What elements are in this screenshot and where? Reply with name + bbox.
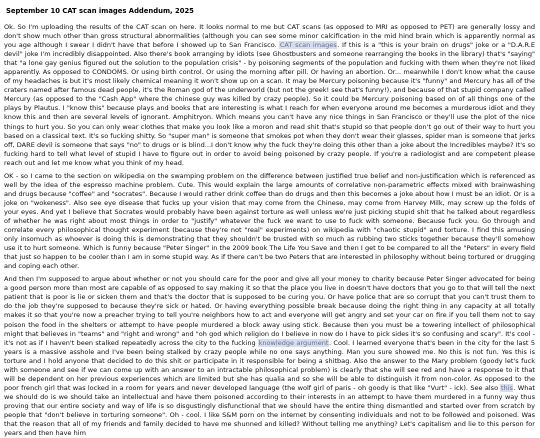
paragraph [4, 172, 535, 272]
paragraph [4, 275, 535, 438]
highlighted-link[interactable]: CAT scan images [279, 41, 337, 50]
paragraph-text: Ok. So I'm uploading the results of the CAT scan on here. It looks normal to me but CAT scans (as opposed to MRI as opposed to PET) are generally lossy and don't show much other than gross structural abnormalities (although you can see some minor calcification in the mid hind brain which is apparently normal as you age although I swear I didn't have that before I showed up to San Francisco. [4, 23, 535, 50]
paragraph-text: . If this is a "this is your brain on drugs" joke or a "D.A.R.E devil" joke I'm incredibly disappointed. Also there's book arranging by idiots (see Ghostbusters and someone rearranging the books in the library) that's "saying" that "a lone gay genius figured out the solution to the population crisis" - by poisoning segments of the population and fucking with them when they're not liked apparently. As opposed to CONDOMS. Or using birth control. Or using the morning after pill. Or having an abortion. Or... meanwhile I don't know what the cause of my headaches is but it's most likely chemical meaning it won't show up on a scan. It may be Mercury poisoning because it's "funny" and Mercury has all of the craters named after famous dead people, it's the Roman god of the underworld (but not the greek! see that's funny!), and because of that stupid company called Mercury (as opposed to the "Cash App" where the chinese guy was killed by crazy people). So it could be Mercury poisoning based on of all things one of the plays by Plautus. I "know this" because plays and books that are interesting is what I reach for when everyone around me becomes a murderous idiot and they know this and then are several levels of ignorant. Amphitryon. Which means you can't have any nice things in San Francisco or they'll use the plot of the nice things to hurt you. So you can only wear clothes that make you look like a moron and read shit that's stupid so that people don't go out of their way to hurt you based on a classical text. It's so fucking shitty. So "super man" is someone that smokes pot when they don't wear their glasses, spider man is someone that jerks off, DARE devil is someone that says "no" to drugs or is blind...I don't know why the fuck they're doing this other than a joke about the Incredibles maybe? It's so fucking hard to tell what level of stupid I have to figure out in order to avoid being poisoned by crazy people. If you're a radiologist and are competent please reach out and let me know what you think of my head. [4, 41, 536, 167]
paragraph-text: And then I'm supposed to argue about whether or not you should care for the poor and give all your money to charity because Peter Singer advocated for being a good person more than most are capable of as opposed to say making it so that the place you live in doesn't have doctors that you go to that will tell the next patient that is poor is lie or sicken them and that's the doctor that is supposed to be curing you. Or have police that are so corrupt that you can't trust them to do the job they're supposed to because they're sick or hated. Or having everything possible break because doing the right thing in any capacity at all totally makes it so that you're now a preacher trying to tell you're neighbors how to act and everyone will get angry and set your car on fire if you tell them not to say poison the food in the shelters or attempt to have people murdered a block away using stick. Because then you must be a towering intellect of philosophical might that believes in "teams" and "right and wrong" and "oh god which religion do I believe in now do I have to pick sides it's so confusing and scary". It's cool - it's not as if I haven't been stalked repeatedly across the city to the fucking [4, 275, 535, 347]
paragraph [4, 23, 535, 168]
paragraph-text: OK - so I came to the section on wikipedia on the swamping problem on the difference between justified true belief and non-justification which is referenced as well by the idea of the espresso machine problem. Cute. This would explain the large amounts of correlative non-parametric effects mixed with brainwashing and drugs because "coffee" and "socrates". Because I would rather drink coffee than do drugs and then this becomes a joke about how I must be an idiot. Or is a joke on "wokeness". Also see eye disease that fucks up your vision that may come from the Chinese, may come from Harvey Milk, may screw up the folds of your eyes. And yet I believe that Socrates would probably have been against torture as well unless we're just picking stupid shit that he talked about regardless of whether he was right about most things in order to "justify" whatever the fuck we want to use to fuck with someone. Because fuck you. Go through and correlate every philosophical thought experiment (because they're not "real" experiments) on wikipedia with "chaotic stupid" and torture. I find this amusing only insomuch as whoever is doing this is demonstrating that they shouldn't be trusted with so much as rubbing two sticks together because they'll somehow use it to hurt someone. Which is funny because "Peter Singer" in the 2009 book The Life You Save and then I get to be compared to all the "Peters" in every field that just so happen to be cooler than I am in some stupid way. As if there can't be two Peters that are interested in philosophy without being tortured or drugging and coping each other. [4, 171, 535, 271]
document-title: September 10 CAT scan images Addendum, 2025 [6, 7, 194, 15]
highlighted-link[interactable]: knowledge argument [258, 338, 329, 347]
highlighted-link[interactable]: this [500, 383, 513, 392]
document-body [4, 23, 535, 438]
paragraph-text: . What we should do is we should take an intellectual and have them poisoned according to their interests in an attempt to have them murdered in a funny way thus proving that our entire society and way of life is so disgustingly disfunctional that we should have the entire thing dismantled and started over from scratch by people that "don't believe in torturing someone". Oh - cool. I like S&M porn on the internet by consenting individuals and not to be followed and poisoned. Was that the reason that all of my friends and family decided to have me shunned and killed? Without telling me anything? Let's capitalism and lie to this person for years and then have him [4, 383, 535, 438]
paragraph-text: . Cool. I learned everyone that's been in the city for the last 5 years is a massive asshole and I've been being stalked by crazy people while no one says anything. Man you sure showed me. No this is not fun. Yes this is torture and I hold anyone that decided to do this shit or participate in it responsible for being a shitbag. Also the answer to the Mary problem (goody let's fuck with someone and see if we can come up with an answer to an intractable philosophical problem) is clearly that she will see red and have a response to it that will be dependent on her previous experiences which are limited but she has qualia and so she will be able to distinguish it from non-color. As opposed to the poor french girl that was locked in a room for years and never developed language (the wolf girl of paris - oh goody is that like "Vurt" - ick). See also [4, 338, 536, 392]
